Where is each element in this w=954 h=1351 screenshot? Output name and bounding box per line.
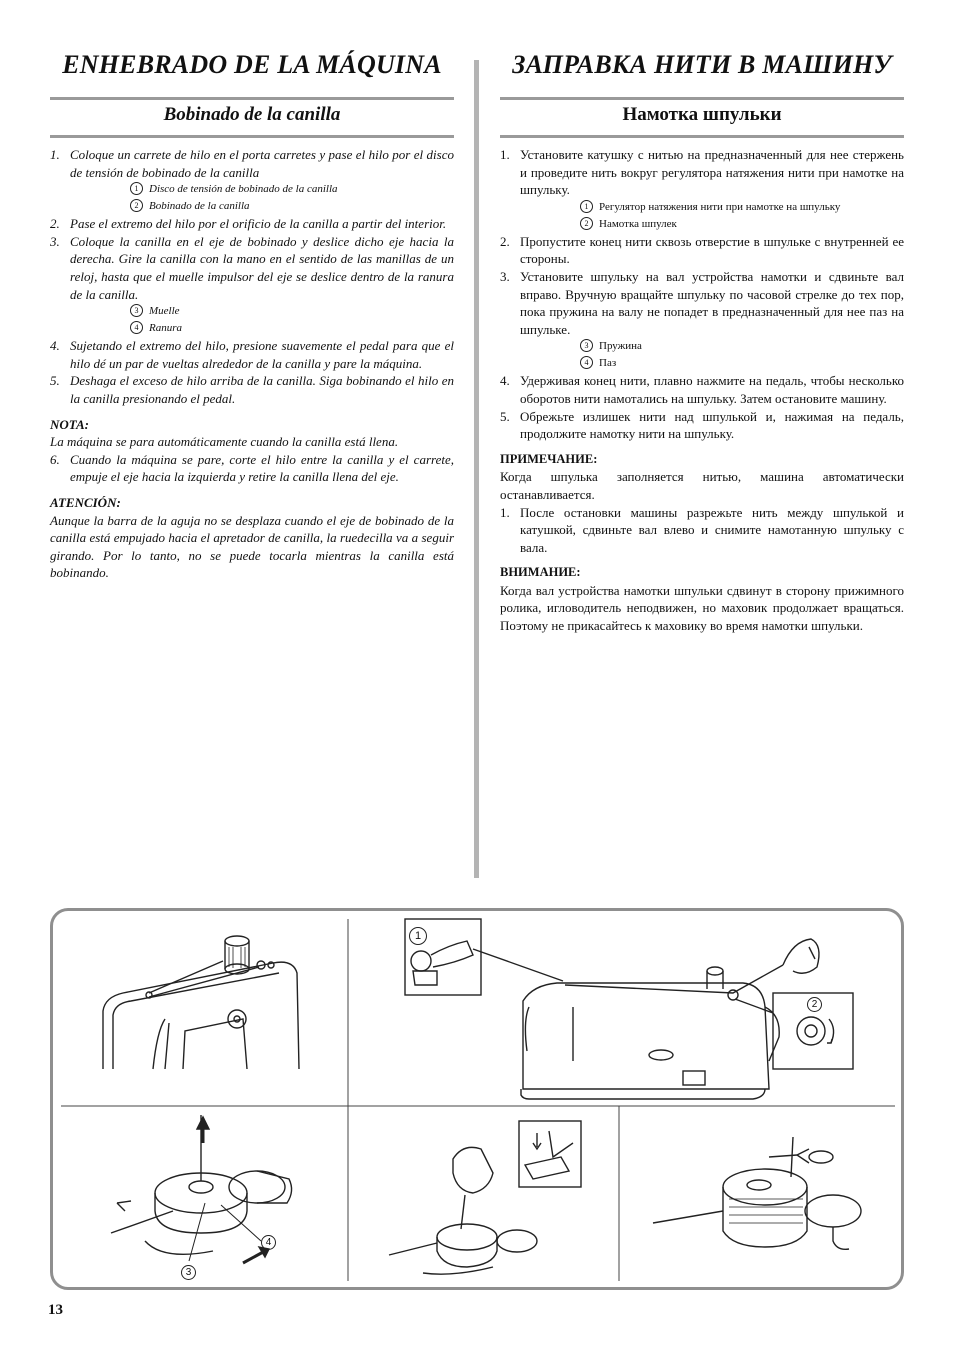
page-title-ru: ЗАПРАВКА НИТИ В МАШИНУ <box>512 50 892 79</box>
illustration-svg <box>53 911 901 1287</box>
callout-number: 4 <box>130 321 143 334</box>
note-label-es: NOTA: <box>50 416 89 432</box>
attention-text-ru: Когда вал устройства намотки шпульки сдвинут в сторону прижимного ролика, игловодитель неподвижен, но маховик продолжает вращаться. Поэтому не прикасайтесь к маховику во время намотки шпульки. <box>500 582 904 634</box>
callout-number: 1 <box>580 200 593 213</box>
section-header-es <box>50 97 454 138</box>
section-header-ru <box>500 97 904 138</box>
step-item: 5. Обрежьте излишек нити над шпулькой и, нажимая на педаль, продолжите намотку нити на шпульку. <box>500 408 904 442</box>
callout-legend-item: 2 Намотка шпулек <box>500 216 904 233</box>
callout-number: 4 <box>580 356 593 369</box>
page-number: 13 <box>48 1302 63 1318</box>
note-text-ru: Когда шпулька заполняется нитью, машина автоматически останавливается. <box>500 469 904 502</box>
step-item: 4. Sujetando el extremo del hilo, presione suavemente el pedal para que el hilo dé un par de vueltas alrededor de la canilla y pare la máquina. <box>50 338 454 371</box>
callout-number: 3 <box>130 304 143 317</box>
callout-number: 2 <box>580 217 593 230</box>
step-item: 6. Cuando la máquina se pare, corte el hilo entre la canilla y el carrete, empuje el eje hacia la izquierda y retire la canilla llena del eje. <box>50 451 454 485</box>
instructions-es <box>50 146 454 582</box>
step-item: 4. Удерживая конец нити, плавно нажмите на педаль, чтобы несколько оборотов нити намотались на шпульку. Затем остановите машину. <box>500 373 904 406</box>
figure-callout-3: 3 <box>181 1265 196 1280</box>
callout-legend-item: 1 Disco de tensión de bobinado de la canilla <box>50 181 454 198</box>
page-title-es: ENHEBRADO DE LA MÁQUINA <box>62 50 442 79</box>
step-item: 2. Pase el extremo del hilo por el orificio de la canilla a partir del interior. <box>50 216 447 232</box>
step-item: 5. Deshaga el exceso de hilo arriba de la canilla. Siga bobinando el hilo en la canilla presionando el pedal. <box>50 373 454 406</box>
attention-label-ru: ВНИМАНИЕ: <box>500 565 581 580</box>
figure-callout-1: 1 <box>409 927 427 945</box>
step-item: 3. Coloque la canilla en el eje de bobinado y deslice dicho eje hacia la derecha. Gire la canilla con la mano en el sentido de las manillas de un reloj, hasta que el muelle impulsor del eje se deslice dentro de la ranura de la canilla. <box>50 233 454 302</box>
section-title-ru: Намотка шпульки <box>622 104 782 125</box>
note-label-ru: ПРИМЕЧАНИЕ: <box>500 451 598 466</box>
column-divider <box>474 60 479 878</box>
callout-legend-item: 3 Пружина <box>500 338 904 355</box>
section-title-es: Bobinado de la canilla <box>163 104 341 125</box>
callout-number: 2 <box>130 199 143 212</box>
hand-pedal-illustration <box>389 1121 581 1274</box>
attention-label-es: ATENCIÓN: <box>50 494 121 510</box>
step-item: 1. Установите катушку с нитью на предназначенный для нее стержень и проведите нить вокруг регулятора натяжения нити при намотке на шпульку. <box>500 147 904 198</box>
instructions-ru <box>500 146 904 635</box>
callout-legend-item: 1 Регулятор натяжения нити при намотке на шпульку <box>500 199 904 216</box>
callout-legend-item: 2 Bobinado de la canilla <box>50 198 454 215</box>
callout-legend-item: 3 Muelle <box>50 303 454 320</box>
illustration-panel <box>50 908 904 1290</box>
machine-full-illustration <box>405 919 853 1099</box>
full-bobbin-scissors-illustration <box>653 1137 861 1249</box>
machine-top-illustration <box>103 936 299 1069</box>
attention-text-es: Aunque la barra de la aguja no se desplaza cuando el eje de bobinado de la canilla está empujado hacia el apretador de canilla, la ruedecilla va a seguir girando. Por lo tanto, no se puede tocarla mientras la canilla está bobinando. <box>50 512 454 581</box>
callout-number: 3 <box>580 339 593 352</box>
step-item: 1. После остановки машины разрежьте нить между шпулькой и катушкой, сдвиньте вал влево и снимите намотанную шпульку с вала. <box>500 504 904 555</box>
note-text-es: La máquina se para automáticamente cuando la canilla está llena. <box>50 434 399 450</box>
figure-callout-2: 2 <box>807 997 822 1012</box>
callout-number: 1 <box>130 182 143 195</box>
callout-legend-item: 4 Паз <box>500 355 904 372</box>
step-item: 1. Coloque un carrete de hilo en el porta carretes y pase el hilo por el disco de tensión de bobinado de la canilla <box>50 147 454 180</box>
step-item: 3. Установите шпульку на вал устройства намотки и сдвиньте вал вправо. Вручную вращайте шпульку по часовой стрелке до тех пор, пока пружина на валу не попадет в предназначенный для нее паз на шпульке. <box>500 268 904 337</box>
figure-callout-4: 4 <box>261 1235 276 1250</box>
callout-legend-item: 4 Ranura <box>50 320 454 337</box>
step-item: 2. Пропустите конец нити сквозь отверстие в шпульке с внутренней ее стороны. <box>500 233 904 267</box>
